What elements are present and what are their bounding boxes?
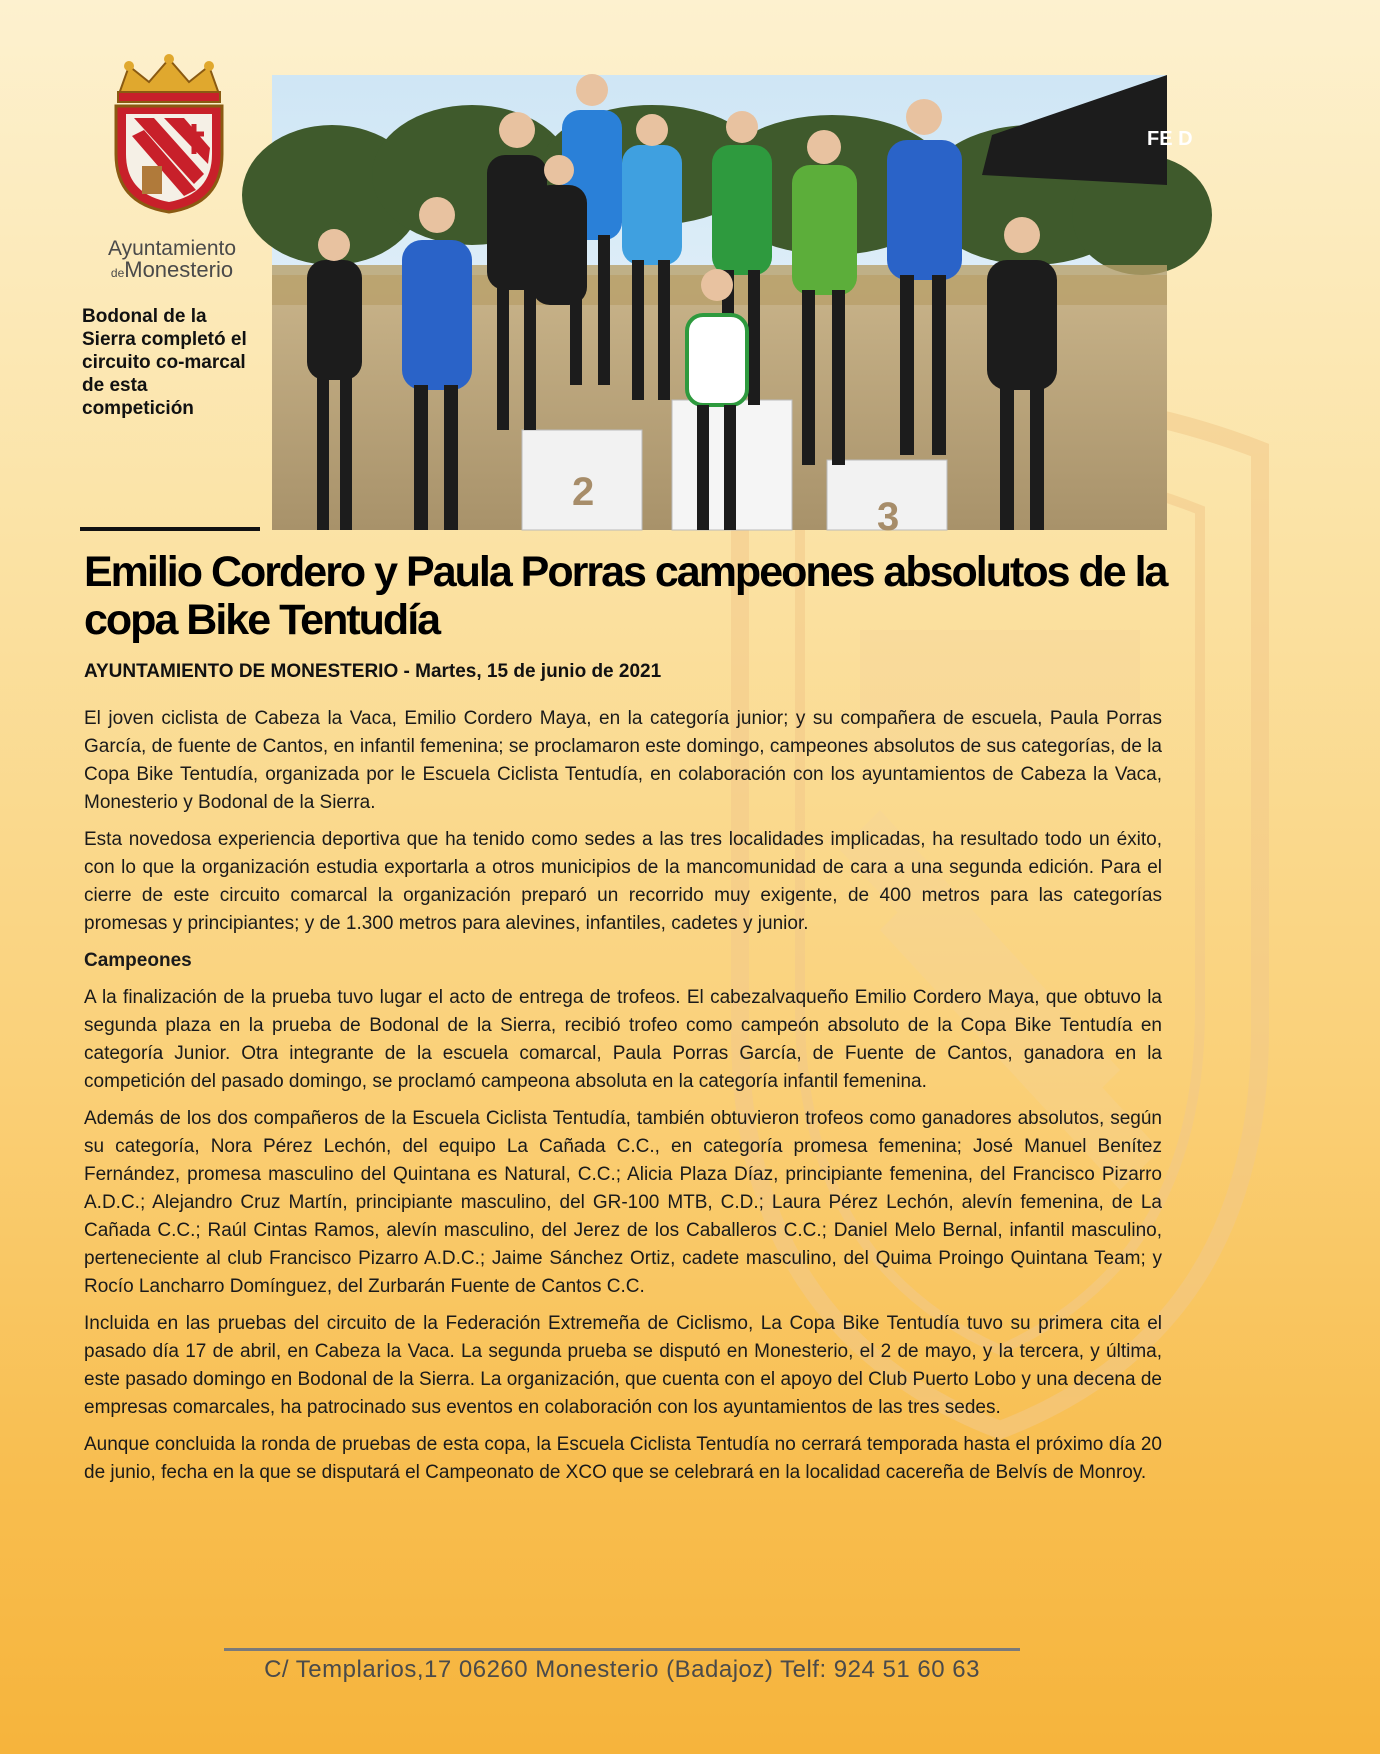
podium-photo (272, 75, 1193, 539)
article-paragraph-1: El joven ciclista de Cabeza la Vaca, Emilio Cordero Maya, en la categoría junior; y su compañera de escuela, Paula Porras García, de fuente de Cantos, en infantil femenina; se proclamaron este domingo, campeones absolutos de sus categorías, de la Copa Bike Tentudía, organizada por le Escuela Ciclista Tentudía, en colaboración con los ayuntamientos de Cabeza la Vaca, Monesterio y Bodonal de la Sierra. (84, 708, 1162, 813)
podium-photo-illustration (272, 75, 1193, 539)
subheadline-rule (80, 527, 260, 531)
article-paragraph-5: Incluida en las pruebas del circuito de la Federación Extremeña de Ciclismo, La Copa Bike Tentudía tuvo su primera cita el pasado día 17 de abril, en Cabeza la Vaca. La segunda prueba se disputó en Monesterio, el 2 de mayo, y la tercera, y última, este pasado domingo en Bodonal de la Sierra. La organización, que cuenta con el apoyo del Club Puerto Lobo y una decena de empresas comarcales, ha patrocinado sus eventos en colaboración con los ayuntamientos de las tres sedes. (84, 1313, 1162, 1418)
logo-line2-prefix: de (110, 266, 125, 280)
article-paragraph-6: Aunque concluida la ronda de pruebas de esta copa, la Escuela Ciclista Tentudía no cerrará temporada hasta el próximo día 20 de junio, fecha en la que se disputará el Campeonato de XCO que se celebrará en la localidad cacereña de Belvís de Monroy. (84, 1434, 1162, 1483)
footer-address: C/ Templarios,17 06260 Monesterio (Badajoz) Telf: 924 51 60 63 (264, 1656, 980, 1683)
podium-place-3: 3 (877, 495, 900, 539)
subheadline: Bodonal de la Sierra completó el circuito co-marcal de esta competición (82, 306, 247, 419)
logo-line2-name: Monesterio (124, 257, 234, 282)
article-headline: Emilio Cordero y Paula Porras campeones absolutos de la copa Bike Tentudía (84, 548, 1167, 644)
article-byline (84, 661, 661, 683)
footer-rule (224, 1648, 1020, 1651)
logo-line2 (92, 259, 252, 281)
town-logo-text (92, 238, 252, 281)
podium-place-2: 2 (572, 470, 595, 514)
article-body (84, 705, 1162, 1496)
article-paragraph-2: Esta novedosa experiencia deportiva que ha tenido como sedes a las tres localidades implicadas, ha resultado todo un éxito, con lo que la organización estudia exportarla a otros municipios de la mancomunidad de cara a una segunda edición. Para el cierre de este circuito comarcal la organización preparó un recorrido muy exigente, de 400 metros para las categorías promesas y principiantes; y de 1.300 metros para alevines, infantiles, cadetes y junior. (84, 829, 1162, 934)
article-paragraph-3: A la finalización de la prueba tuvo lugar el acto de entrega de trofeos. El cabezalvaqueño Emilio Cordero Maya, que obtuvo la segunda plaza en la prueba de Bodonal de la Sierra, recibió trofeo como campeón absoluto de la Copa Bike Tentudía en categoría Junior. Otra integrante de la escuela comarcal, Paula Porras García, de Fuente de Cantos, ganadora en la competición del pasado domingo, se proclamó campeona absoluta en la categoría infantil femenina. (84, 987, 1162, 1092)
byline-date: Martes, 15 de junio de 2021 (415, 661, 662, 682)
town-crest-logo (104, 54, 234, 214)
section-heading: Campeones (84, 950, 192, 971)
article-paragraph-4: Además de los dos compañeros de la Escuela Ciclista Tentudía, también obtuvieron trofeos como ganadores absolutos, según su categoría, Nora Pérez Lechón, del equipo La Cañada C.C., en categoría promesa femenina; José Manuel Benítez Fernández, promesa masculino del Quintana es Natural, C.C.; Alicia Plaza Díaz, principiante femenina, del Francisco Pizarro A.D.C.; Alejandro Cruz Martín, principiante masculino, del GR-100 MTB, C.D.; Laura Pérez Lechón, alevín femenina, de La Cañada C.C.; Raúl Cintas Ramos, alevín masculino, del Jerez de los Caballeros C.C.; Daniel Melo Bernal, infantil masculino, perteneciente al club Francisco Pizarro A.D.C.; Jaime Sánchez Ortiz, cadete masculino, del Quima Proingo Quintana Team; y Rocío Lancharro Domínguez, del Zurbarán Fuente de Cantos C.C. (84, 1108, 1162, 1297)
crown-icon (118, 54, 220, 102)
logo-line1: Ayuntamiento (107, 237, 237, 260)
tent-label: FE D (1147, 128, 1193, 150)
byline-separator: - (398, 661, 416, 682)
byline-source: AYUNTAMIENTO DE MONESTERIO (84, 661, 399, 682)
